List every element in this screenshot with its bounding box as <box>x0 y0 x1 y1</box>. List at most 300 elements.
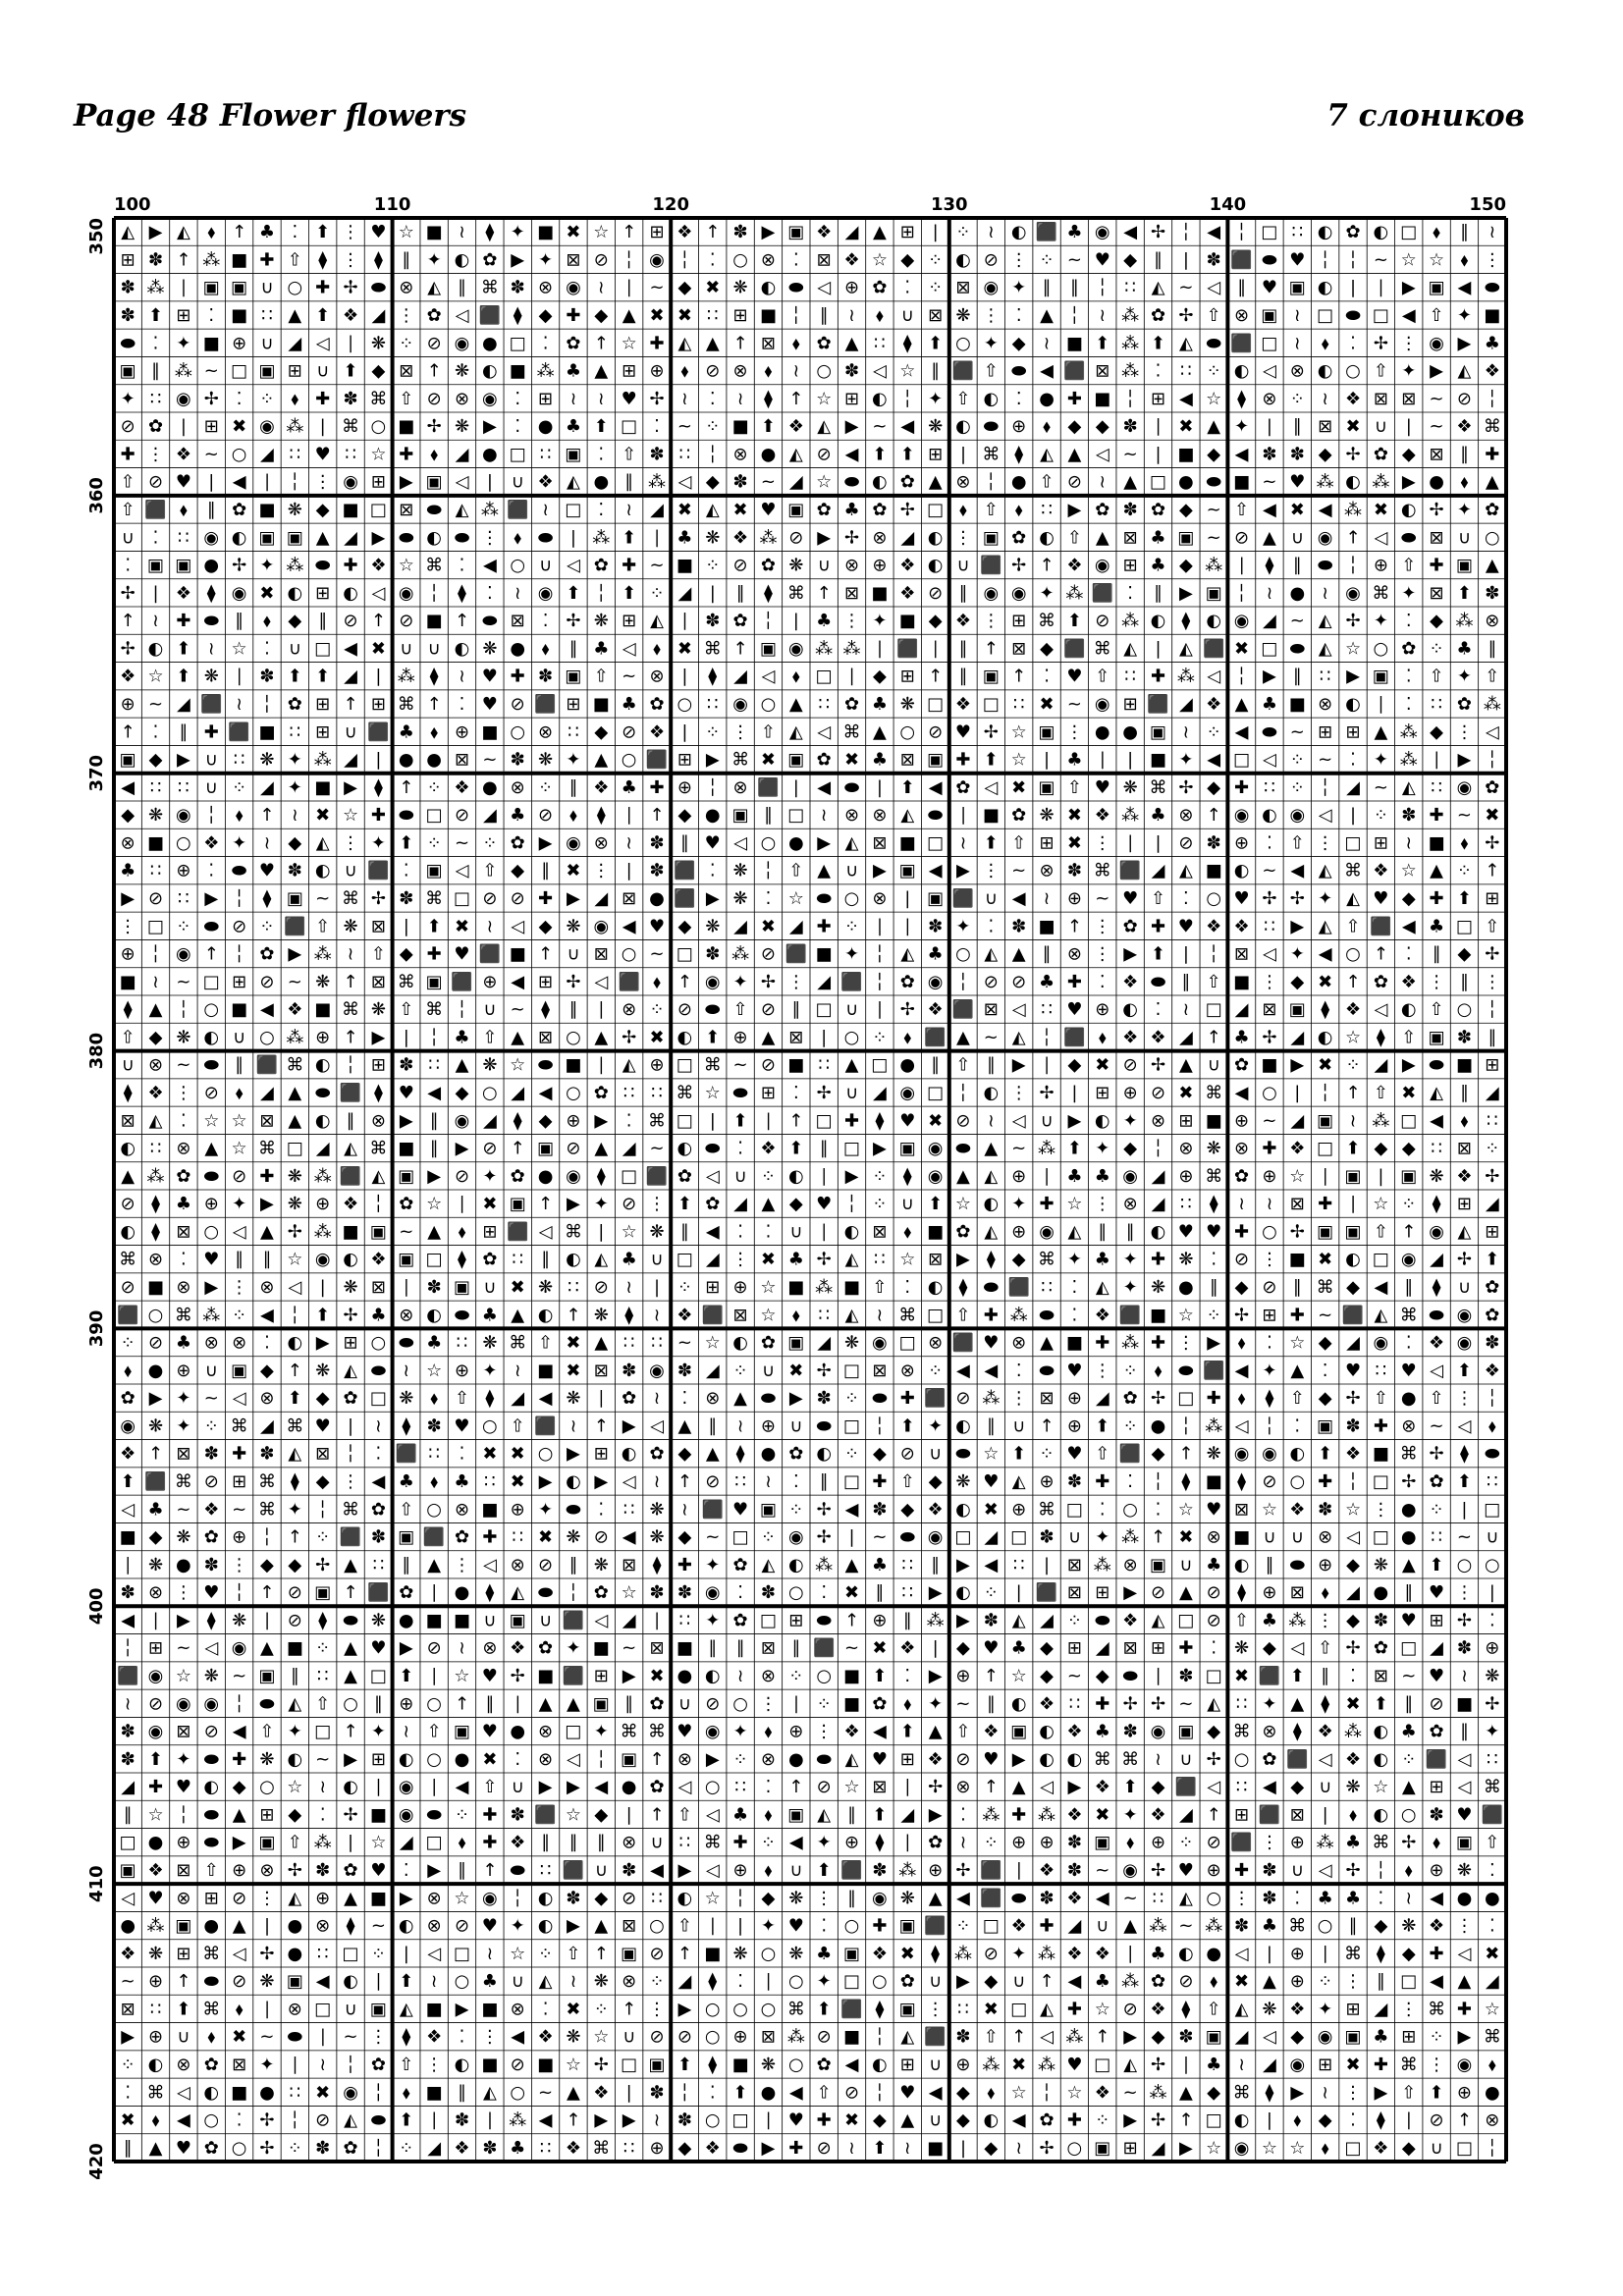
stitch-symbol: ✿ <box>454 1526 470 1548</box>
stitch-symbol: ⊕ <box>1066 1388 1082 1410</box>
stitch-symbol: ✽ <box>1262 1860 1277 1881</box>
stitch-symbol: ◆ <box>1290 1777 1305 1798</box>
stitch-symbol: ○ <box>787 2055 804 2075</box>
stitch-symbol: ✽ <box>649 2082 665 2104</box>
stitch-symbol: ■ <box>314 776 332 798</box>
stitch-symbol: ⇧ <box>1011 832 1027 854</box>
stitch-symbol: ~ <box>705 1526 721 1548</box>
stitch-symbol: ○ <box>203 1221 220 1243</box>
stitch-symbol: ⋮ <box>174 1083 192 1103</box>
stitch-symbol: ⊞ <box>538 388 554 409</box>
stitch-symbol: ⊗ <box>955 1777 971 1798</box>
stitch-symbol: ✖ <box>538 1526 554 1548</box>
stitch-symbol: ⊕ <box>1289 1832 1305 1853</box>
stitch-symbol: ◉ <box>1233 611 1250 632</box>
stitch-symbol: ∣ <box>458 1194 466 1215</box>
stitch-symbol: ◐ <box>398 1748 414 1770</box>
stitch-symbol: ♣ <box>593 638 610 660</box>
stitch-symbol: ≀ <box>1238 1194 1245 1215</box>
stitch-symbol: ✦ <box>1039 582 1055 604</box>
stitch-symbol: ❖ <box>1066 1804 1083 1826</box>
stitch-symbol: ∷ <box>622 1332 635 1354</box>
stitch-symbol: ↑ <box>203 943 219 965</box>
stitch-symbol: ⬆ <box>176 1999 191 2020</box>
stitch-symbol: ⁚ <box>598 500 605 520</box>
stitch-symbol: □ <box>1317 1138 1334 1159</box>
stitch-symbol: ╎ <box>874 2082 886 2104</box>
stitch-symbol: ▶ <box>956 1554 970 1575</box>
stitch-symbol: ╎ <box>874 943 886 965</box>
stitch-symbol: ■ <box>1261 1054 1278 1076</box>
stitch-symbol: ✿ <box>1011 805 1027 827</box>
stitch-symbol: ∥ <box>290 1666 299 1686</box>
stitch-symbol: ✢ <box>1262 888 1277 909</box>
stitch-symbol: ⇧ <box>899 1471 915 1492</box>
stitch-symbol: ⇧ <box>1373 360 1388 382</box>
stitch-symbol: ▲ <box>594 1915 609 1937</box>
stitch-symbol: ⊞ <box>1429 1777 1444 1798</box>
stitch-symbol: ⊕ <box>482 971 498 992</box>
stitch-symbol: ◐ <box>482 360 498 382</box>
stitch-symbol: ⬧ <box>262 611 272 632</box>
stitch-symbol: ∪ <box>400 638 413 660</box>
stitch-symbol: ❋ <box>315 971 331 992</box>
stitch-symbol: ≀ <box>1266 1194 1273 1215</box>
stitch-symbol: ▶ <box>204 1277 219 1298</box>
stitch-symbol: ▶ <box>1457 333 1472 354</box>
stitch-symbol: ∪ <box>650 1832 664 1853</box>
stitch-symbol: ⬆ <box>676 2055 692 2075</box>
stitch-symbol: ◀ <box>928 2082 943 2104</box>
stitch-symbol: ▶ <box>315 1332 330 1354</box>
stitch-symbol: ● <box>203 1915 220 1937</box>
stitch-symbol: ✚ <box>1234 1221 1250 1243</box>
stitch-symbol: ⬬ <box>1429 1054 1444 1076</box>
stitch-symbol: ⁘ <box>1206 1305 1221 1326</box>
stitch-symbol: ◭ <box>1011 1610 1026 1631</box>
stitch-symbol: ⋮ <box>1372 1499 1390 1521</box>
stitch-symbol: ⊠ <box>899 749 915 771</box>
stitch-symbol: ⊞ <box>1122 555 1138 576</box>
stitch-symbol: ▶ <box>1290 916 1305 937</box>
stitch-symbol: ⊞ <box>899 666 915 687</box>
stitch-symbol: ⬆ <box>1011 1443 1027 1465</box>
stitch-symbol: ▣ <box>369 1999 387 2020</box>
stitch-symbol: ◁ <box>594 1610 609 1631</box>
stitch-symbol: ◐ <box>1233 360 1250 382</box>
stitch-symbol: ○ <box>566 1083 581 1103</box>
stitch-symbol: ◀ <box>1234 1360 1249 1381</box>
stitch-symbol: ◭ <box>344 1138 357 1159</box>
stitch-symbol: ✿ <box>1429 1721 1444 1742</box>
stitch-symbol: ╎ <box>289 1305 300 1326</box>
stitch-symbol: ⊘ <box>1206 1610 1221 1631</box>
stitch-symbol: ■ <box>258 721 276 743</box>
stitch-symbol: | <box>625 860 632 881</box>
stitch-symbol: ◢ <box>1151 860 1165 881</box>
stitch-symbol: ⋮ <box>1065 721 1084 743</box>
stitch-symbol: ∥ <box>624 1693 634 1715</box>
stitch-symbol: ⇧ <box>315 1693 331 1715</box>
stitch-symbol: ◀ <box>817 776 832 798</box>
stitch-symbol: ⁘ <box>1122 1360 1138 1381</box>
stitch-symbol: ∷ <box>539 2137 552 2159</box>
stitch-symbol: ✽ <box>482 2137 498 2159</box>
stitch-symbol: ⬛ <box>1118 1305 1142 1326</box>
stitch-symbol: ⧫ <box>764 582 773 604</box>
stitch-symbol: ◉ <box>983 582 1000 604</box>
stitch-symbol: ◀ <box>1207 222 1221 243</box>
stitch-symbol: ✚ <box>315 277 331 298</box>
stitch-symbol: ● <box>1178 1277 1194 1298</box>
stitch-symbol: ♥ <box>648 916 666 937</box>
stitch-symbol: ◭ <box>1123 2055 1138 2075</box>
stitch-symbol: ◁ <box>232 1388 246 1410</box>
stitch-symbol: ✢ <box>1401 1471 1417 1492</box>
stitch-symbol: ↑ <box>1011 2026 1027 2048</box>
stitch-symbol: ✦ <box>593 1721 609 1742</box>
stitch-symbol: ▶ <box>622 2109 636 2131</box>
stitch-symbol: ♣ <box>454 1471 470 1492</box>
stitch-symbol: ∷ <box>178 527 189 549</box>
stitch-symbol: ◐ <box>1400 999 1417 1021</box>
stitch-symbol: ◭ <box>788 721 803 743</box>
stitch-symbol: ♥ <box>481 666 498 687</box>
stitch-symbol: ⧫ <box>262 888 272 909</box>
stitch-symbol: ↑ <box>788 388 804 409</box>
stitch-symbol: ◐ <box>704 1666 721 1686</box>
stitch-symbol: ⁚ <box>709 249 716 271</box>
stitch-symbol: ⬧ <box>987 2082 996 2104</box>
stitch-symbol: ❖ <box>843 249 860 271</box>
stitch-symbol: ☆ <box>760 1277 777 1298</box>
stitch-symbol: ◐ <box>1262 805 1277 827</box>
stitch-symbol: ╎ <box>1487 388 1498 409</box>
stitch-symbol: ⁚ <box>1155 999 1162 1021</box>
stitch-symbol: ▲ <box>1290 1360 1305 1381</box>
stitch-symbol: ↑ <box>287 1360 302 1381</box>
stitch-symbol: ⁂ <box>1121 611 1140 632</box>
stitch-symbol: ⇧ <box>399 2055 414 2075</box>
stitch-symbol: ⬆ <box>1485 1249 1500 1270</box>
stitch-symbol: ⇧ <box>983 2026 999 2048</box>
stitch-symbol: ⊗ <box>176 1888 191 1909</box>
stitch-symbol: ≀ <box>514 582 521 604</box>
stitch-symbol: ✦ <box>510 1915 525 1937</box>
stitch-symbol: ◭ <box>1178 333 1193 354</box>
stitch-symbol: ◉ <box>1456 1305 1473 1326</box>
stitch-symbol: ✖ <box>566 860 581 881</box>
stitch-symbol: ■ <box>342 1221 359 1243</box>
stitch-symbol: ~ <box>760 471 777 493</box>
stitch-symbol: ╎ <box>1124 388 1136 409</box>
stitch-symbol: ⊗ <box>147 1054 164 1076</box>
stitch-symbol: □ <box>676 1054 693 1076</box>
stitch-symbol: ▲ <box>1485 555 1499 576</box>
stitch-symbol: ∪ <box>789 1860 803 1881</box>
stitch-symbol: ♥ <box>175 1777 191 1798</box>
stitch-symbol: ♣ <box>1150 1943 1166 1964</box>
stitch-symbol: ⧫ <box>708 1971 718 1993</box>
stitch-symbol: ⬧ <box>652 971 662 992</box>
stitch-symbol: ⊕ <box>1066 1415 1082 1437</box>
stitch-symbol: ◁ <box>1457 1943 1472 1964</box>
stitch-symbol: ▲ <box>344 1888 357 1909</box>
stitch-symbol: ✖ <box>1066 832 1082 854</box>
stitch-symbol: ◉ <box>176 1693 191 1715</box>
stitch-symbol: ∥ <box>1098 1221 1108 1243</box>
stitch-symbol: ⊞ <box>705 1277 721 1298</box>
stitch-symbol: ❖ <box>147 1083 164 1103</box>
stitch-symbol: ○ <box>872 1971 888 1993</box>
stitch-symbol: ↑ <box>510 1138 525 1159</box>
stitch-symbol: ✖ <box>1401 1083 1417 1103</box>
stitch-symbol: ✦ <box>287 776 302 798</box>
stitch-symbol: ⌘ <box>1038 1499 1056 1521</box>
stitch-symbol: ⬛ <box>924 2026 947 2048</box>
stitch-symbol: ⧫ <box>1209 1194 1218 1215</box>
stitch-symbol: ⬛ <box>507 1221 529 1243</box>
stitch-symbol: ⬬ <box>482 611 498 632</box>
stitch-symbol: ⋮ <box>1344 1971 1363 1993</box>
stitch-symbol: □ <box>927 1083 945 1103</box>
stitch-symbol: ♥ <box>1066 1443 1083 1465</box>
stitch-symbol: ⊘ <box>147 888 164 909</box>
stitch-symbol: ⬬ <box>705 1138 721 1159</box>
stitch-symbol: ∥ <box>262 1249 272 1270</box>
stitch-symbol: ✿ <box>120 1388 135 1410</box>
stitch-symbol: ⬬ <box>370 2109 387 2131</box>
stitch-symbol: ✚ <box>983 1305 999 1326</box>
stitch-symbol: ♥ <box>370 1637 387 1659</box>
stitch-symbol: ⬧ <box>764 1721 773 1742</box>
stitch-symbol: ⁂ <box>982 1804 1001 1826</box>
stitch-symbol: ⊗ <box>259 1860 275 1881</box>
stitch-symbol: ∪ <box>344 1999 357 2020</box>
stitch-symbol: ▲ <box>1430 860 1444 881</box>
stitch-symbol: □ <box>982 694 1000 715</box>
stitch-symbol: ∪ <box>900 1194 914 1215</box>
stitch-symbol: ◐ <box>872 388 888 409</box>
stitch-symbol: | <box>1182 943 1189 965</box>
stitch-symbol: ◆ <box>1207 1721 1221 1742</box>
stitch-symbol: ◭ <box>677 333 692 354</box>
stitch-symbol: ✢ <box>1345 1860 1361 1881</box>
stitch-symbol: ♥ <box>481 694 498 715</box>
stitch-symbol: ∥ <box>791 999 801 1021</box>
stitch-symbol: ∷ <box>428 1054 440 1076</box>
stitch-symbol: ⬬ <box>203 916 219 937</box>
stitch-symbol: ⁂ <box>1205 1415 1223 1437</box>
stitch-symbol: ✦ <box>176 1415 191 1437</box>
stitch-symbol: ▲ <box>594 360 609 382</box>
stitch-symbol: ∥ <box>1292 1277 1302 1298</box>
stitch-symbol: ◁ <box>371 582 386 604</box>
stitch-symbol: ☆ <box>1400 860 1417 881</box>
stitch-symbol: ⧫ <box>931 1943 941 1964</box>
stitch-symbol: □ <box>954 1526 972 1548</box>
stitch-symbol: ✢ <box>1150 222 1166 243</box>
stitch-symbol: ⋮ <box>425 2055 444 2075</box>
stitch-symbol: ▣ <box>202 277 220 298</box>
stitch-symbol: ◁ <box>121 1888 135 1909</box>
stitch-symbol: ♥ <box>481 1915 498 1937</box>
stitch-symbol: ⬛ <box>840 1999 863 2020</box>
stitch-symbol: ✿ <box>259 943 275 965</box>
stitch-symbol: ╎ <box>345 1054 356 1076</box>
stitch-symbol: ▣ <box>537 1138 555 1159</box>
stitch-symbol: ▲ <box>511 1305 525 1326</box>
stitch-symbol: ∣ <box>1376 277 1385 298</box>
stitch-symbol: ◭ <box>344 2109 357 2131</box>
stitch-symbol: ⋮ <box>342 1471 360 1492</box>
row-label: 360 <box>86 477 107 514</box>
stitch-symbol: ⁚ <box>765 1777 772 1798</box>
stitch-symbol: ◁ <box>455 471 469 493</box>
stitch-symbol: ⊘ <box>983 971 999 992</box>
stitch-symbol: ∪ <box>789 1221 803 1243</box>
stitch-symbol: ∣ <box>596 1054 606 1076</box>
stitch-symbol: ○ <box>843 1915 860 1937</box>
stitch-symbol: ⊕ <box>1456 2082 1473 2104</box>
stitch-symbol: ~ <box>1011 1138 1027 1159</box>
stitch-symbol: ⊘ <box>676 2026 692 2048</box>
stitch-symbol: ⁚ <box>792 1083 799 1103</box>
stitch-symbol: ♥ <box>175 2137 191 2159</box>
stitch-symbol: ✽ <box>147 249 164 271</box>
stitch-symbol: ⊘ <box>454 1915 470 1937</box>
stitch-symbol: ● <box>398 1610 414 1631</box>
stitch-symbol: ◉ <box>566 277 581 298</box>
stitch-symbol: ☆ <box>1066 1194 1083 1215</box>
stitch-symbol: ⁘ <box>843 1388 860 1410</box>
stitch-symbol: ◐ <box>1150 1221 1166 1243</box>
stitch-symbol: ❖ <box>1456 416 1473 438</box>
stitch-symbol: ⬬ <box>454 527 470 549</box>
stitch-symbol: ◐ <box>872 2055 888 2075</box>
stitch-symbol: | <box>1266 1943 1272 1964</box>
stitch-symbol: ∣ <box>847 666 857 687</box>
stitch-symbol: ▣ <box>1344 2026 1362 2048</box>
stitch-symbol: □ <box>731 1526 749 1548</box>
stitch-symbol: ⁂ <box>1038 2055 1056 2075</box>
stitch-symbol: ╎ <box>122 1637 134 1659</box>
stitch-symbol: ◁ <box>511 916 525 937</box>
stitch-symbol: ◁ <box>733 832 748 854</box>
stitch-symbol: ✢ <box>1150 1054 1166 1076</box>
stitch-symbol: ∪ <box>511 1971 524 1993</box>
stitch-symbol: ▶ <box>1067 1777 1082 1798</box>
stitch-symbol: ◐ <box>1010 1693 1027 1715</box>
stitch-symbol: ◐ <box>1345 694 1361 715</box>
stitch-symbol: ■ <box>759 305 777 326</box>
stitch-symbol: ∥ <box>1376 1971 1385 1993</box>
stitch-symbol: ∥ <box>986 1054 996 1076</box>
stitch-symbol: ⊗ <box>538 1721 554 1742</box>
stitch-symbol: | <box>569 527 576 549</box>
stitch-symbol: ⬧ <box>1433 222 1441 243</box>
stitch-symbol: ❖ <box>1122 971 1139 992</box>
stitch-symbol: ⬬ <box>955 1443 971 1465</box>
stitch-symbol: ⁚ <box>264 1332 270 1354</box>
stitch-symbol: ♣ <box>1261 1610 1278 1631</box>
stitch-symbol: ≀ <box>625 500 633 520</box>
stitch-symbol: ▲ <box>1401 1554 1416 1575</box>
stitch-symbol: ◁ <box>1263 943 1276 965</box>
stitch-symbol: ◐ <box>454 2055 470 2075</box>
stitch-symbol: ∷ <box>1319 666 1331 687</box>
stitch-symbol: ✢ <box>816 1360 832 1381</box>
stitch-symbol: ⇧ <box>732 999 748 1021</box>
stitch-symbol: ⌘ <box>425 888 444 909</box>
stitch-symbol: ⬛ <box>840 1860 863 1881</box>
stitch-symbol: ≀ <box>1182 999 1190 1021</box>
stitch-symbol: ❋ <box>1345 1777 1361 1798</box>
stitch-symbol: ✿ <box>928 1832 944 1853</box>
stitch-symbol: ~ <box>649 1138 665 1159</box>
stitch-symbol: ⁚ <box>542 1999 549 2020</box>
stitch-symbol: ⬧ <box>1321 2137 1329 2159</box>
stitch-symbol: ✿ <box>176 1165 191 1187</box>
stitch-symbol: ▶ <box>371 1027 386 1048</box>
stitch-symbol: ⊠ <box>872 1221 888 1243</box>
stitch-symbol: ∪ <box>233 1027 246 1048</box>
stitch-symbol: ⁚ <box>904 1277 911 1298</box>
stitch-symbol: ⊗ <box>259 1277 275 1298</box>
stitch-symbol: ⁂ <box>1065 582 1084 604</box>
stitch-symbol: ✚ <box>1150 1332 1166 1354</box>
stitch-symbol: ∷ <box>707 694 719 715</box>
stitch-symbol: ⬆ <box>1456 1360 1473 1381</box>
stitch-symbol: ▶ <box>232 1832 246 1853</box>
stitch-symbol: ⁚ <box>737 1971 743 1993</box>
stitch-symbol: ▲ <box>567 2082 580 2104</box>
stitch-symbol: ◁ <box>594 971 609 992</box>
stitch-symbol: ⊕ <box>649 2137 665 2159</box>
stitch-symbol: ⬛ <box>1425 1748 1448 1770</box>
stitch-symbol: ○ <box>816 1666 833 1686</box>
stitch-symbol: ▣ <box>258 1832 276 1853</box>
stitch-symbol: ≀ <box>848 2137 855 2159</box>
stitch-symbol: ▶ <box>204 888 219 909</box>
stitch-symbol: ▣ <box>453 1277 471 1298</box>
stitch-symbol: ♣ <box>871 694 888 715</box>
stitch-symbol: ✽ <box>732 222 748 243</box>
stitch-symbol: ⊘ <box>1429 1693 1444 1715</box>
stitch-symbol: □ <box>1233 749 1251 771</box>
stitch-symbol: ⁚ <box>236 2109 243 2131</box>
stitch-symbol: ⬆ <box>287 1388 302 1410</box>
stitch-symbol: ⊠ <box>1289 1804 1305 1826</box>
stitch-symbol: ⊠ <box>454 749 470 771</box>
stitch-symbol: ◀ <box>260 1305 274 1326</box>
stitch-symbol: ⁘ <box>1289 776 1305 798</box>
stitch-symbol: ▲ <box>1040 1332 1054 1354</box>
stitch-symbol: ⁂ <box>202 249 221 271</box>
stitch-symbol: ☆ <box>287 1249 303 1270</box>
stitch-symbol: ⊠ <box>1401 388 1417 409</box>
stitch-symbol: ⊠ <box>1429 444 1444 465</box>
stitch-symbol: □ <box>453 1943 471 1964</box>
stitch-symbol: ⋮ <box>146 444 165 465</box>
stitch-symbol: ◁ <box>1457 1748 1472 1770</box>
stitch-symbol: ■ <box>815 943 833 965</box>
stitch-symbol: ⬆ <box>705 1027 721 1048</box>
stitch-symbol: ✦ <box>287 749 302 771</box>
stitch-symbol: ❋ <box>593 611 609 632</box>
stitch-symbol: ◆ <box>1401 888 1416 909</box>
stitch-symbol: ○ <box>1289 1471 1306 1492</box>
